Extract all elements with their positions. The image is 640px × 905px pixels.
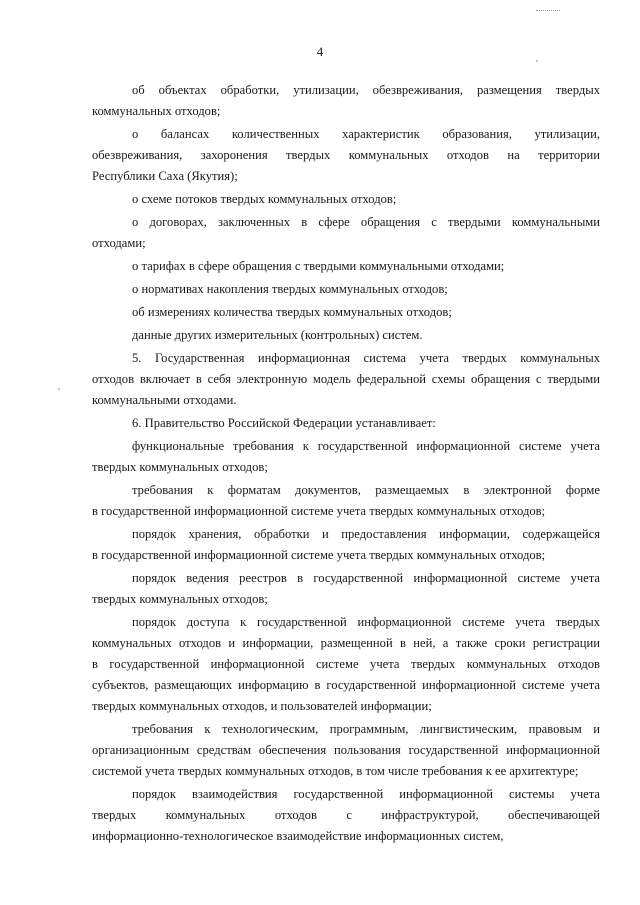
paragraph-line: Республики Саха (Якутия); [92,169,238,183]
paragraph [92,325,600,346]
paragraph-line: о тарифах в сфере обращения с твердыми коммунальными отходами; [132,259,505,273]
paragraph [92,436,600,478]
paragraph [92,256,600,277]
paragraph-line: порядок доступа к государственной информационной системе учета твердых [132,615,600,629]
paragraph [92,302,600,323]
paragraph-line: твердых коммунальных отходов, и пользователей информации; [92,699,432,713]
scan-artifact [536,10,560,13]
paragraph-line: о схеме потоков твердых коммунальных отходов; [132,192,397,206]
document-body [92,80,600,849]
paragraph-line: в государственной информационной системе учета твердых коммунальных отходов; [92,548,546,562]
paragraph-line: требования к технологическим, программным, лингвистическим, правовым и [132,722,600,736]
paragraph-line: коммунальными отходами. [92,393,237,407]
paragraph-line: о договорах, заключенных в сфере обращения с твердыми коммунальными [132,215,600,229]
scan-artifact-dot [58,388,60,390]
paragraph-line: 6. Правительство Российской Федерации устанавливает: [132,416,436,430]
paragraph-line: 5. Государственная информационная система учета твердых коммунальных [132,351,600,365]
paragraph [92,784,600,847]
paragraph-line: требования к форматам документов, размещаемых в электронной форме [132,483,600,497]
paragraph-line: порядок ведения реестров в государственной информационной системе учета [132,571,600,585]
paragraph-line: об объектах обработки, утилизации, обезвреживания, размещения твердых [132,83,600,97]
paragraph-line: о балансах количественных характеристик образования, утилизации, [132,127,600,141]
paragraph-line: отходами; [92,236,146,250]
paragraph [92,612,600,717]
paragraph-line: данные других измерительных (контрольных) систем. [132,328,423,342]
paragraph [92,80,600,122]
paragraph-line: об измерениях количества твердых коммунальных отходов; [132,305,452,319]
paragraph [92,212,600,254]
paragraph [92,524,600,566]
paragraph-line: функциональные требования к государственной информационной системе учета [132,439,600,453]
paragraph [92,719,600,782]
paragraph-line: коммунальных отходов и информации, размещенной в ней, а также сроки регистрации [92,636,600,650]
paragraph-line: порядок взаимодействия государственной информационной системы учета [132,787,600,801]
paragraph-line: системой учета твердых коммунальных отходов, в том числе требования к ее архитектуре; [92,764,579,778]
paragraph-line: в государственной информационной системе учета твердых коммунальных отходов [92,657,600,671]
paragraph [92,279,600,300]
paragraph-line: информационно-технологическое взаимодействие информационных систем, [92,829,504,843]
paragraph-line: отходов включает в себя электронную модель федеральной схемы обращения с твердыми [92,372,600,386]
paragraph [92,480,600,522]
paragraph [92,348,600,411]
paragraph-line: организационным средствам обеспечения пользования государственной информационной [92,743,600,757]
paragraph [92,189,600,210]
paragraph-line: порядок хранения, обработки и предоставления информации, содержащейся [132,527,600,541]
paragraph-line: субъектов, размещающих информацию в государственной информационной системе учета [92,678,600,692]
paragraph [92,568,600,610]
paragraph [92,413,600,434]
paragraph-line: твердых коммунальных отходов с инфраструктурой, обеспечивающей [92,808,600,822]
paragraph-line: твердых коммунальных отходов; [92,592,268,606]
paragraph-line: обезвреживания, захоронения твердых коммунальных отходов на территории [92,148,600,162]
scan-artifact-dot [536,60,538,62]
paragraph-line: коммунальных отходов; [92,104,221,118]
paragraph-line: о нормативах накопления твердых коммунальных отходов; [132,282,448,296]
paragraph-line: в государственной информационной системе учета твердых коммунальных отходов; [92,504,546,518]
paragraph [92,124,600,187]
paragraph-line: твердых коммунальных отходов; [92,460,268,474]
page-number: 4 [316,44,324,59]
